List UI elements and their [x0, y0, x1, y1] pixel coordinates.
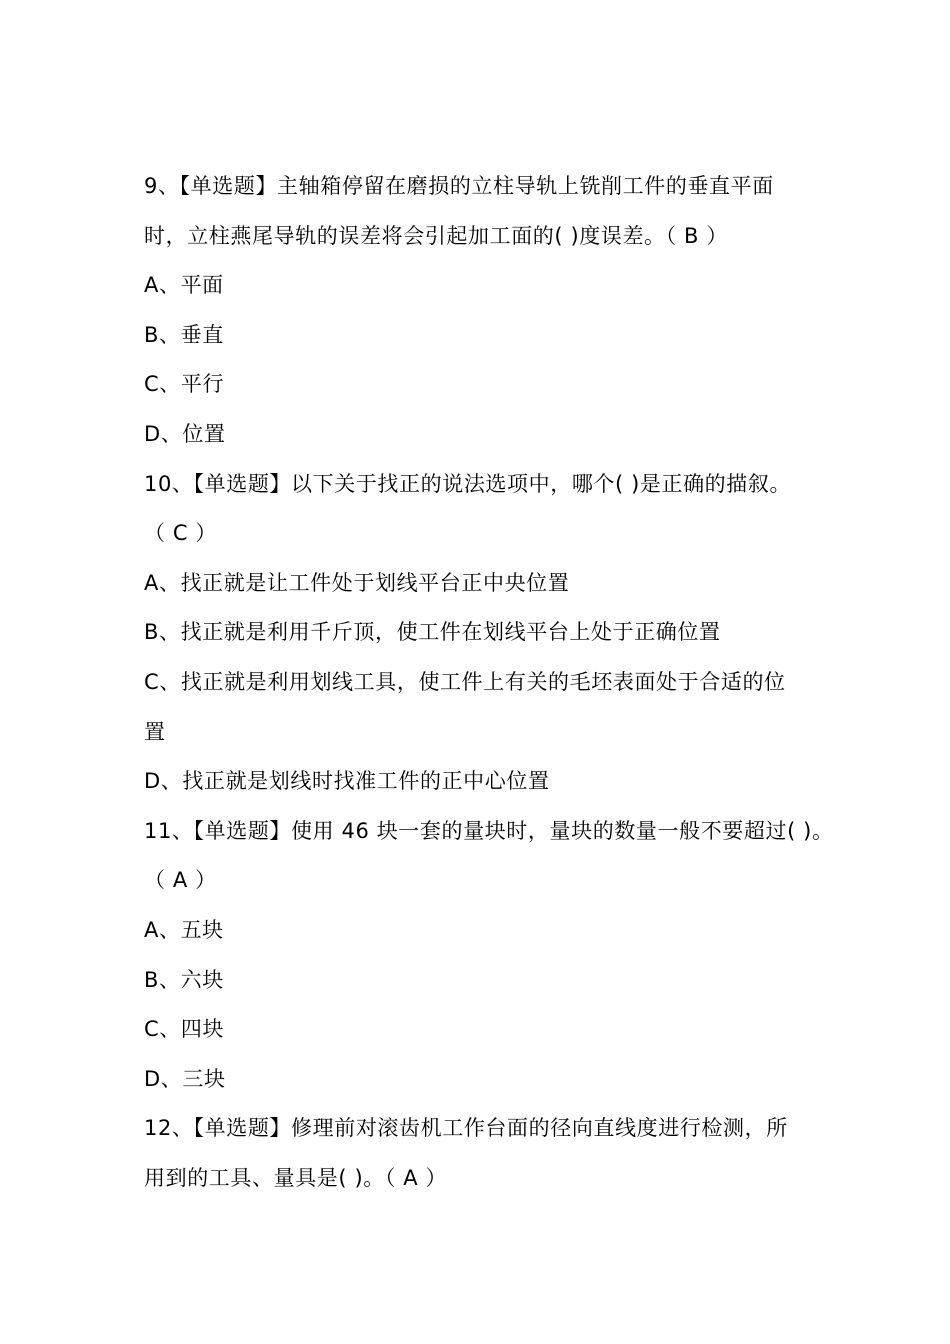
question-10: [144, 460, 816, 807]
question-11-stem-line-2: （ A ）: [144, 868, 217, 893]
question-11-option-b: B、六块: [144, 967, 224, 992]
question-9: [144, 162, 816, 460]
question-9-option-c: C、平行: [144, 372, 225, 397]
question-12-stem-line-1: 12、【单选题】修理前对滚齿机工作台面的径向直线度进行检测，所: [144, 1116, 788, 1141]
question-11: [144, 807, 834, 1105]
question-11-option-c: C、四块: [144, 1017, 225, 1042]
question-11-option-d: D、三块: [144, 1066, 226, 1091]
question-9-option-d: D、位置: [144, 421, 226, 446]
question-11-option-a: A、五块: [144, 917, 224, 942]
question-list: [144, 162, 834, 1203]
question-10-option-c-line-1: C、找正就是利用划线工具，使工件上有关的毛坯表面处于合适的位: [144, 669, 786, 694]
question-9-stem-line-1: 9、【单选题】主轴箱停留在磨损的立柱导轨上铣削工件的垂直平面: [144, 174, 774, 198]
question-12: [144, 1104, 816, 1203]
question-9-option-a: A、平面: [144, 273, 224, 298]
question-10-option-a: A、找正就是让工件处于划线平台正中央位置: [144, 570, 570, 595]
question-10-option-d: D、找正就是划线时找准工件的正中心位置: [144, 769, 550, 794]
question-10-stem-line-2: （ C ）: [144, 521, 218, 546]
question-10-stem-line-1: 10、【单选题】以下关于找正的说法选项中，哪个( )是正确的描叙。: [144, 471, 792, 496]
question-10-option-b: B、找正就是利用千斤顶，使工件在划线平台上处于正确位置: [144, 620, 721, 645]
question-9-stem-line-2: 时，立柱燕尾导轨的误差将会引起加工面的( )度误差。（ B ）: [144, 223, 728, 248]
question-12-stem-line-2: 用到的工具、量具是( )。（ A ）: [144, 1165, 448, 1190]
question-9-option-b: B、垂直: [144, 322, 224, 347]
question-10-option-c-line-2: 置: [144, 719, 166, 744]
question-11-stem-line-1: 11、【单选题】使用 46 块一套的量块时，量块的数量一般不要超过( )。: [144, 818, 834, 843]
